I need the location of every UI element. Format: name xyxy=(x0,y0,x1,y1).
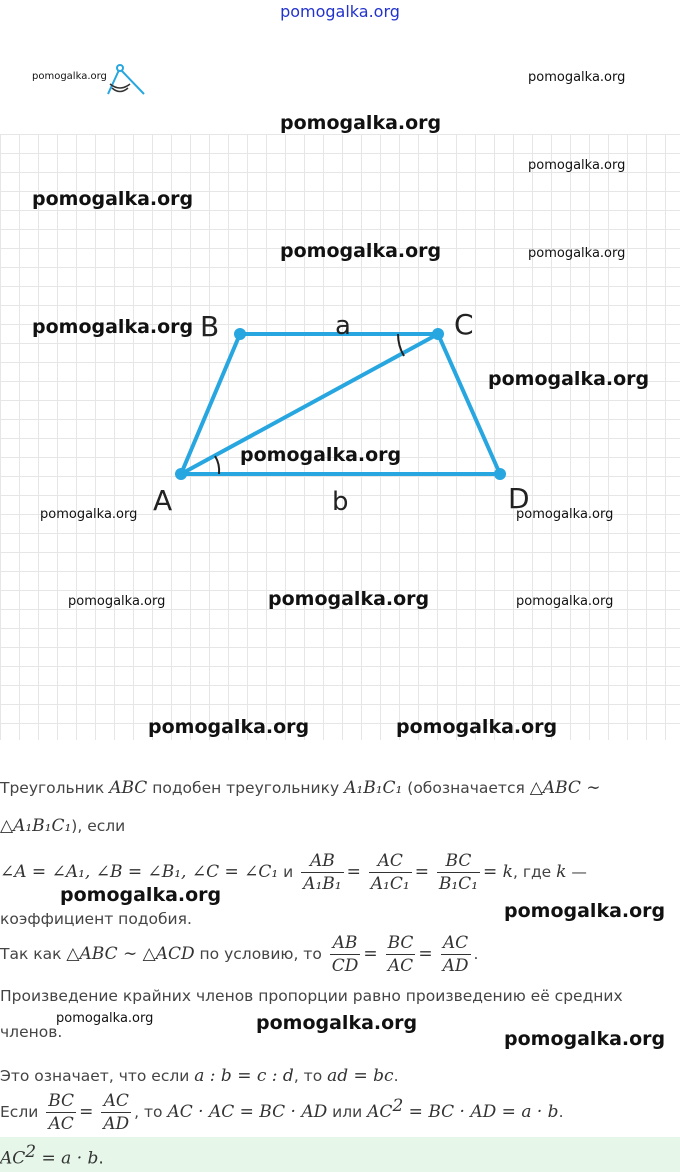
watermark: pomogalka.org xyxy=(256,1012,418,1034)
watermark: pomogalka.org xyxy=(32,316,194,338)
paragraph-similarity-condition: ∠A = ∠A₁, ∠B = ∠B₁, ∠C = ∠C₁ и $\frac{AB}{\text{A₁B₁}}$ = $\frac{AC}{\text{A₁C₁}}$ = $\frac{BC}{\text{B₁C₁}}$ = k, где k — xyxy=(0,851,587,894)
vertex-a-dot xyxy=(175,468,187,480)
watermark: pomogalka.org xyxy=(40,507,138,522)
angle-mark-a xyxy=(215,456,219,474)
site-link[interactable]: pomogalka.org xyxy=(280,2,400,21)
watermark: pomogalka.org xyxy=(516,594,614,609)
paragraph-definition-line2: △A₁B₁C₁), если xyxy=(0,816,126,836)
trapezoid-figure xyxy=(0,134,680,740)
watermark: pomogalka.org xyxy=(268,588,430,610)
logo-text: pomogalka.org xyxy=(32,71,107,82)
paragraph-proportion-rule-line2: членов. xyxy=(0,1023,63,1041)
paragraph-conclusion: Если $\frac{BC}{AC}$ = $\frac{AC}{AD}$ , то AC · AC = BC · AD или $AC^2$ = BC · AD = a · b. xyxy=(0,1091,564,1134)
paragraph-definition: Треугольник ABC подобен треугольнику A₁B₁C₁ (обозначается △ABC ∼ xyxy=(0,778,601,798)
watermark: pomogalka.org xyxy=(528,70,626,85)
watermark: pomogalka.org xyxy=(528,158,626,173)
watermark: pomogalka.org xyxy=(504,900,666,922)
label-side-b: b xyxy=(332,487,349,517)
paragraph-meaning: Это означает, что если a : b = c : d, то ad = bc. xyxy=(0,1066,399,1086)
label-c: C xyxy=(454,308,474,341)
paragraph-coefficient: коэффициент подобия. xyxy=(0,910,192,928)
vertex-b-dot xyxy=(234,328,246,340)
vertex-d-dot xyxy=(494,468,506,480)
label-b: B xyxy=(200,310,220,343)
watermark: pomogalka.org xyxy=(488,368,650,390)
vertex-c-dot xyxy=(432,328,444,340)
answer-box: $AC^2 = a \cdot b$. xyxy=(0,1137,680,1172)
label-d: D xyxy=(508,482,530,515)
watermark: pomogalka.org xyxy=(148,716,310,738)
watermark: pomogalka.org xyxy=(504,1028,666,1050)
label-side-a: a xyxy=(335,311,351,341)
site-logo[interactable] xyxy=(32,62,152,98)
compass-icon xyxy=(102,62,150,98)
watermark: pomogalka.org xyxy=(516,507,614,522)
watermark: pomogalka.org xyxy=(240,444,402,466)
watermark: pomogalka.org xyxy=(60,884,222,906)
watermark: pomogalka.org xyxy=(56,1011,154,1026)
label-a: A xyxy=(153,484,173,517)
paragraph-given: Так как △ABC ∼ △ACD по условию, то $\frac{AB}{CD}$ = $\frac{BC}{AC}$ = $\frac{AC}{AD}$ . xyxy=(0,933,479,976)
watermark: pomogalka.org xyxy=(528,246,626,261)
watermark: pomogalka.org xyxy=(32,188,194,210)
watermark: pomogalka.org xyxy=(280,240,442,262)
watermark: pomogalka.org xyxy=(396,716,558,738)
watermark: pomogalka.org xyxy=(280,112,442,134)
watermark: pomogalka.org xyxy=(68,594,166,609)
paragraph-proportion-rule: Произведение крайних членов пропорции равно произведению её средних xyxy=(0,987,623,1005)
